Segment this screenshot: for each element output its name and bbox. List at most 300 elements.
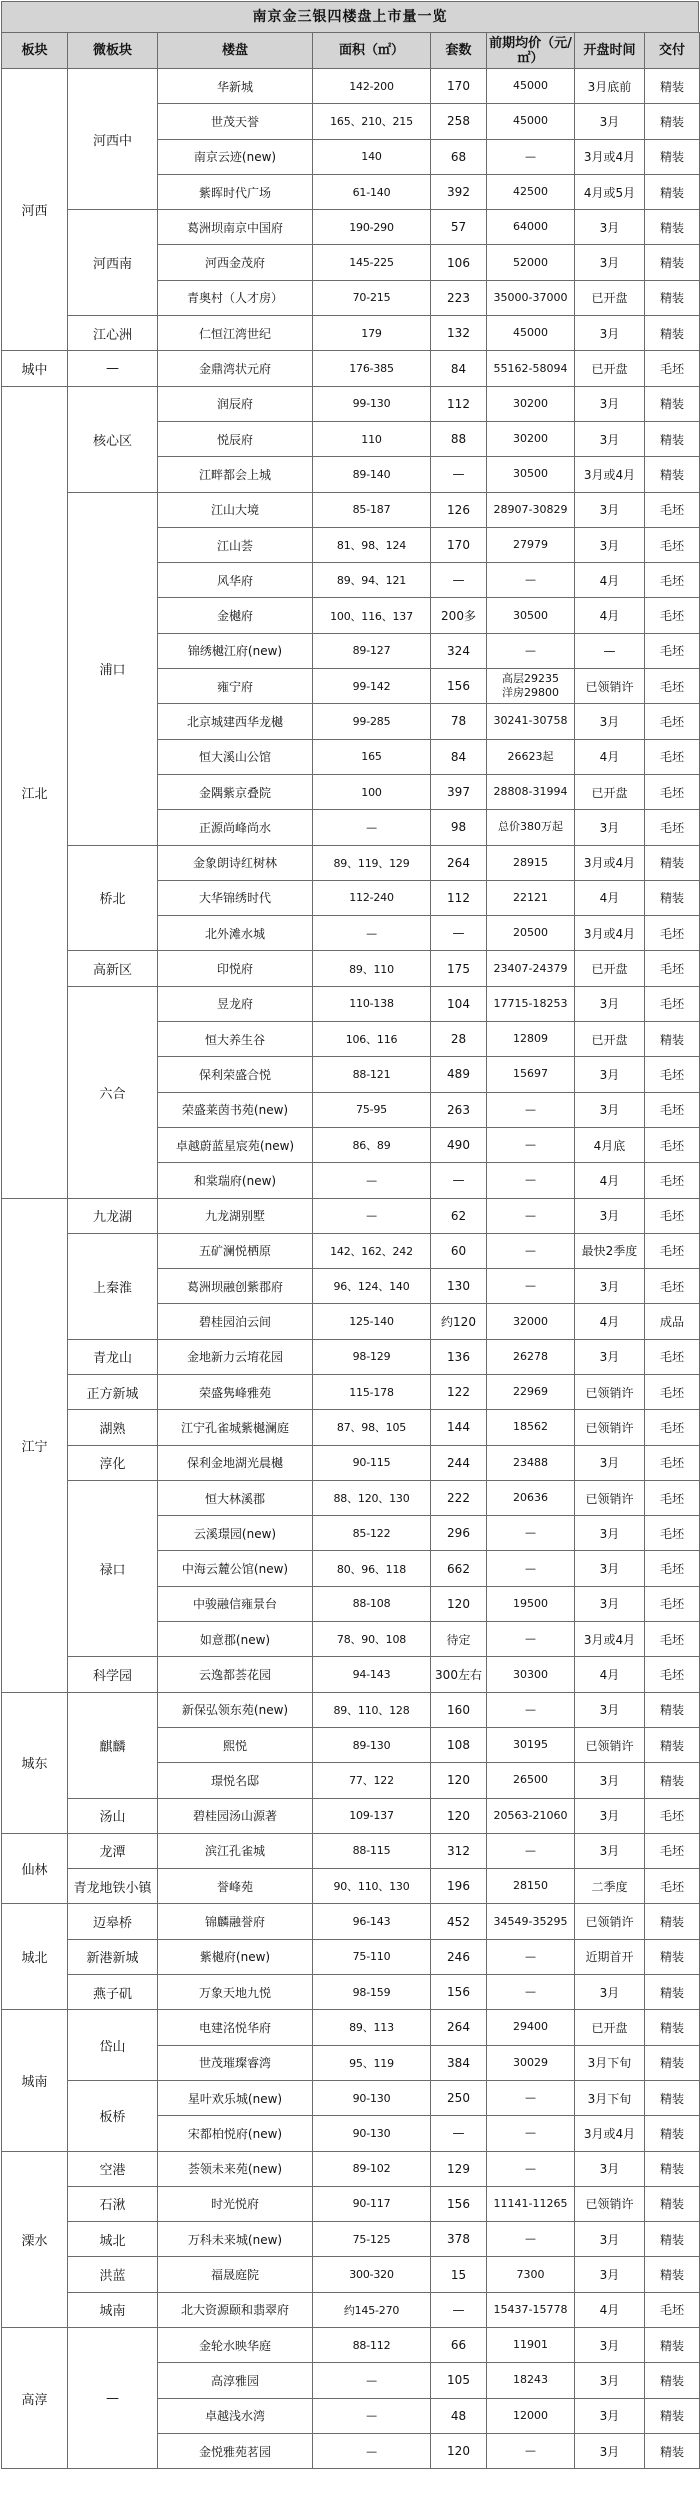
price-cell: 52000 [487,245,575,280]
area-cell: 145-225 [313,245,431,280]
units-cell: — [431,2292,487,2327]
project-name: 滨江孔雀城 [158,1833,313,1868]
area-cell: 61-140 [313,174,431,209]
area-cell: 109-137 [313,1798,431,1833]
table-row [2,1692,700,1727]
price-cell: — [487,563,575,598]
area-cell: 86、89 [313,1127,431,1162]
delivery-cell: 精装 [645,69,700,104]
price-cell: 30300 [487,1657,575,1692]
project-name: 紫晖时代广场 [158,174,313,209]
units-cell: 300左右 [431,1657,487,1692]
delivery-cell: 毛坯 [645,563,700,598]
units-cell: — [431,2116,487,2151]
open-time-cell: 4月或5月 [575,174,645,209]
open-time-cell: 3月 [575,1586,645,1621]
price-cell: 23407-24379 [487,951,575,986]
area-cell: 99-142 [313,669,431,704]
header-row [2,33,700,69]
project-name: 卓越浅水湾 [158,2398,313,2433]
table-row [2,2257,700,2292]
units-cell: 126 [431,492,487,527]
header-delivery: 交付 [645,33,700,69]
area-cell: 75-95 [313,1092,431,1127]
area-cell: 80、96、118 [313,1551,431,1586]
units-cell: 112 [431,386,487,421]
delivery-cell: 毛坯 [645,1657,700,1692]
open-time-cell: 3月 [575,1445,645,1480]
sub-district-cell: 浦口 [68,492,158,845]
project-name: 电建洺悦华府 [158,2010,313,2045]
units-cell: 378 [431,2222,487,2257]
units-cell: 144 [431,1410,487,1445]
sub-district-cell: 麒麟 [68,1692,158,1798]
delivery-cell: 毛坯 [645,2292,700,2327]
delivery-cell: 毛坯 [645,598,700,633]
area-cell: 100 [313,774,431,809]
open-time-cell: 3月 [575,1092,645,1127]
delivery-cell: 毛坯 [645,1833,700,1868]
table-row [2,1939,700,1974]
district-cell: 河西 [2,69,68,351]
delivery-cell: 毛坯 [645,1516,700,1551]
price-cell: — [487,1233,575,1268]
project-name: 碧桂园汤山源著 [158,1798,313,1833]
area-cell: — [313,2363,431,2398]
price-cell: — [487,1622,575,1657]
delivery-cell: 毛坯 [645,1057,700,1092]
table-row [2,2010,700,2045]
sub-district-cell: 洪蓝 [68,2257,158,2292]
table-row [2,2080,700,2115]
units-cell: 120 [431,1798,487,1833]
header-open-time: 开盘时间 [575,33,645,69]
price-cell: — [487,2116,575,2151]
open-time-cell: — [575,633,645,668]
project-name: 风华府 [158,563,313,598]
project-name: 锦绣樾江府(new) [158,633,313,668]
project-name: 福晟庭院 [158,2257,313,2292]
project-name: 荟领未来苑(new) [158,2151,313,2186]
open-time-cell: 4月 [575,2292,645,2327]
sub-district-cell: — [68,2328,158,2469]
units-cell: 312 [431,1833,487,1868]
area-cell: 90-115 [313,1445,431,1480]
delivery-cell: 精装 [645,457,700,492]
area-cell: 89-140 [313,457,431,492]
units-cell: 129 [431,2151,487,2186]
units-cell: 60 [431,1233,487,1268]
project-name: 仁恒江湾世纪 [158,316,313,351]
price-cell: 17715-18253 [487,986,575,1021]
table-row [2,1869,700,1904]
sub-district-cell: 青龙山 [68,1339,158,1374]
district-cell: 城南 [2,2010,68,2151]
delivery-cell: 精装 [645,210,700,245]
price-cell: — [487,1939,575,1974]
open-time-cell: 3月 [575,1198,645,1233]
header-units: 套数 [431,33,487,69]
district-cell: 溧水 [2,2151,68,2327]
units-cell: 200多 [431,598,487,633]
project-name: 江畔都会上城 [158,457,313,492]
project-name: 世茂璀璨睿湾 [158,2045,313,2080]
table-row [2,845,700,880]
open-time-cell: 3月 [575,527,645,562]
open-time-cell: 3月 [575,245,645,280]
price-cell: 23488 [487,1445,575,1480]
delivery-cell: 毛坯 [645,1551,700,1586]
price-cell: 7300 [487,2257,575,2292]
project-name: 北京城建西华龙樾 [158,704,313,739]
price-cell: 22969 [487,1374,575,1409]
project-name: 碧桂园泊云间 [158,1304,313,1339]
price-cell: 20563-21060 [487,1798,575,1833]
table-row [2,1198,700,1233]
open-time-cell: 4月 [575,598,645,633]
sub-district-cell: 青龙地铁小镇 [68,1869,158,1904]
table-row [2,1233,700,1268]
area-cell: 89、113 [313,2010,431,2045]
units-cell: 88 [431,421,487,456]
price-cell: 15697 [487,1057,575,1092]
delivery-cell: 精装 [645,104,700,139]
project-name: 五矿澜悦栖原 [158,1233,313,1268]
price-cell: 12809 [487,1022,575,1057]
project-name: 葛洲坝南京中国府 [158,210,313,245]
price-cell: — [487,1516,575,1551]
project-name: 保利荣盛合悦 [158,1057,313,1092]
price-cell: 30241-30758 [487,704,575,739]
delivery-cell: 精装 [645,880,700,915]
open-time-cell: 3月 [575,1763,645,1798]
price-cell: 64000 [487,210,575,245]
price-cell: 15437-15778 [487,2292,575,2327]
open-time-cell: 3月 [575,1833,645,1868]
project-name: 河西金茂府 [158,245,313,280]
delivery-cell: 精装 [645,1763,700,1798]
project-name: 金地新力云堉花园 [158,1339,313,1374]
project-name: 雍宁府 [158,669,313,704]
open-time-cell: 已开盘 [575,280,645,315]
delivery-cell: 毛坯 [645,1798,700,1833]
project-name: 江山荟 [158,527,313,562]
table-row [2,1798,700,1833]
area-cell: 125-140 [313,1304,431,1339]
area-cell: 89、110、128 [313,1692,431,1727]
delivery-cell: 精装 [645,1904,700,1939]
project-name: 熙悦 [158,1727,313,1762]
project-name: 世茂天誉 [158,104,313,139]
price-cell: 55162-58094 [487,351,575,386]
project-name: 江山大境 [158,492,313,527]
units-cell: 264 [431,845,487,880]
table-row [2,2292,700,2327]
price-cell: 30029 [487,2045,575,2080]
delivery-cell: 毛坯 [645,986,700,1021]
units-cell: 489 [431,1057,487,1092]
area-cell: 90-130 [313,2116,431,2151]
open-time-cell: 3月 [575,2151,645,2186]
area-cell: 99-285 [313,704,431,739]
project-name: 中海云麓公馆(new) [158,1551,313,1586]
open-time-cell: 已领销许 [575,1374,645,1409]
area-cell: 190-290 [313,210,431,245]
open-time-cell: 3月 [575,492,645,527]
area-cell: 89、119、129 [313,845,431,880]
project-name: 中骏融信雍景台 [158,1586,313,1621]
price-cell: 45000 [487,104,575,139]
header-sub-district: 微板块 [68,33,158,69]
area-cell: 176-385 [313,351,431,386]
delivery-cell: 毛坯 [645,1127,700,1162]
area-cell: 89-102 [313,2151,431,2186]
open-time-cell: 已领销许 [575,1727,645,1762]
open-time-cell: 3月 [575,1798,645,1833]
units-cell: — [431,457,487,492]
area-cell: 81、98、124 [313,527,431,562]
sub-district-cell: 河西中 [68,69,158,210]
project-name: 葛洲坝融创紫郡府 [158,1269,313,1304]
open-time-cell: 3月或4月 [575,457,645,492]
open-time-cell: 3月 [575,421,645,456]
open-time-cell: 3月 [575,2222,645,2257]
price-cell: 高层29235 洋房29800 [487,669,575,704]
project-name: 大华锦绣时代 [158,880,313,915]
table-row [2,2222,700,2257]
open-time-cell: 已开盘 [575,774,645,809]
area-cell: — [313,1198,431,1233]
sub-district-cell: 上秦淮 [68,1233,158,1339]
units-cell: 待定 [431,1622,487,1657]
sub-district-cell: 石湫 [68,2186,158,2221]
price-cell: 30500 [487,598,575,633]
delivery-cell: 毛坯 [645,1339,700,1374]
table-row [2,1480,700,1515]
delivery-cell: 精装 [645,2433,700,2468]
project-name: 华新城 [158,69,313,104]
area-cell: 89-130 [313,1727,431,1762]
open-time-cell: 3月或4月 [575,1622,645,1657]
area-cell: — [313,1163,431,1198]
area-cell: 106、116 [313,1022,431,1057]
price-cell: — [487,1833,575,1868]
area-cell: 89、94、121 [313,563,431,598]
units-cell: 392 [431,174,487,209]
area-cell: 85-122 [313,1516,431,1551]
price-cell: 总价380万起 [487,810,575,845]
area-cell: 75-125 [313,2222,431,2257]
units-cell: 106 [431,245,487,280]
area-cell: 88、120、130 [313,1480,431,1515]
sub-district-cell: — [68,351,158,386]
delivery-cell: 毛坯 [645,633,700,668]
project-name: 时光悦府 [158,2186,313,2221]
units-cell: 170 [431,527,487,562]
project-name: 紫樾府(new) [158,1939,313,1974]
open-time-cell: 已开盘 [575,951,645,986]
open-time-cell: 3月 [575,810,645,845]
open-time-cell: 3月 [575,386,645,421]
table-row [2,69,700,104]
open-time-cell: 3月 [575,210,645,245]
delivery-cell: 毛坯 [645,1480,700,1515]
open-time-cell: 3月 [575,2398,645,2433]
delivery-cell: 精装 [645,2222,700,2257]
units-cell: 57 [431,210,487,245]
area-cell: 70-215 [313,280,431,315]
delivery-cell: 毛坯 [645,1445,700,1480]
sub-district-cell: 高新区 [68,951,158,986]
sub-district-cell: 空港 [68,2151,158,2186]
open-time-cell: 3月 [575,1975,645,2010]
open-time-cell: 3月 [575,2257,645,2292]
project-name: 九龙湖别墅 [158,1198,313,1233]
delivery-cell: 精装 [645,1727,700,1762]
delivery-cell: 精装 [645,1939,700,1974]
delivery-cell: 精装 [645,2045,700,2080]
units-cell: 78 [431,704,487,739]
price-cell: 26623起 [487,739,575,774]
district-cell: 仙林 [2,1833,68,1904]
delivery-cell: 精装 [645,1692,700,1727]
units-cell: 120 [431,1586,487,1621]
sub-district-cell: 禄口 [68,1480,158,1656]
price-cell: — [487,633,575,668]
area-cell: 165 [313,739,431,774]
project-name: 新保弘领东苑(new) [158,1692,313,1727]
district-cell: 城中 [2,351,68,386]
price-cell: 30500 [487,457,575,492]
open-time-cell: 3月或4月 [575,916,645,951]
sub-district-cell: 龙潭 [68,1833,158,1868]
district-cell: 城东 [2,1692,68,1833]
project-name: 南京云迹(new) [158,139,313,174]
sub-district-cell: 九龙湖 [68,1198,158,1233]
area-cell: 87、98、105 [313,1410,431,1445]
units-cell: 296 [431,1516,487,1551]
open-time-cell: 3月或4月 [575,845,645,880]
delivery-cell: 精装 [645,2328,700,2363]
units-cell: 120 [431,2433,487,2468]
open-time-cell: 已领销许 [575,1410,645,1445]
delivery-cell: 精装 [645,845,700,880]
area-cell: 115-178 [313,1374,431,1409]
table-row [2,316,700,351]
project-name: 如意郡(new) [158,1622,313,1657]
area-cell: 94-143 [313,1657,431,1692]
price-cell: 26500 [487,1763,575,1798]
delivery-cell: 毛坯 [645,739,700,774]
delivery-cell: 成品 [645,1304,700,1339]
price-cell: — [487,1198,575,1233]
area-cell: 78、90、108 [313,1622,431,1657]
table-row [2,1410,700,1445]
units-cell: 384 [431,2045,487,2080]
units-cell: 48 [431,2398,487,2433]
sub-district-cell: 板桥 [68,2080,158,2151]
units-cell: 130 [431,1269,487,1304]
price-cell: 45000 [487,316,575,351]
open-time-cell: 3月 [575,1516,645,1551]
units-cell: 246 [431,1939,487,1974]
open-time-cell: 3月底前 [575,69,645,104]
units-cell: 160 [431,1692,487,1727]
project-name: 金鼎湾状元府 [158,351,313,386]
district-cell: 江北 [2,386,68,1198]
project-name: 保利金地湖光晨樾 [158,1445,313,1480]
price-cell: — [487,2080,575,2115]
area-cell: 110 [313,421,431,456]
listing-sheet [1,1,699,2469]
area-cell: 110-138 [313,986,431,1021]
price-cell: — [487,1975,575,2010]
district-cell: 高淳 [2,2328,68,2469]
delivery-cell: 精装 [645,2398,700,2433]
delivery-cell: 精装 [645,2186,700,2221]
delivery-cell: 精装 [645,2080,700,2115]
delivery-cell: 精装 [645,1975,700,2010]
area-cell: 88-121 [313,1057,431,1092]
price-cell: 42500 [487,174,575,209]
delivery-cell: 精装 [645,2116,700,2151]
open-time-cell: 3月或4月 [575,139,645,174]
open-time-cell: 3月 [575,2433,645,2468]
area-cell: 77、122 [313,1763,431,1798]
units-cell: 156 [431,1975,487,2010]
area-cell: 96、124、140 [313,1269,431,1304]
delivery-cell: 精装 [645,2010,700,2045]
sub-district-cell: 河西南 [68,210,158,316]
units-cell: 156 [431,669,487,704]
units-cell: 175 [431,951,487,986]
area-cell: 88-115 [313,1833,431,1868]
delivery-cell: 精装 [645,245,700,280]
units-cell: 397 [431,774,487,809]
project-name: 万象天地九悦 [158,1975,313,2010]
delivery-cell: 毛坯 [645,1374,700,1409]
delivery-cell: 精装 [645,2257,700,2292]
price-cell: 29400 [487,2010,575,2045]
open-time-cell: 已开盘 [575,1022,645,1057]
area-cell: 96-143 [313,1904,431,1939]
sub-district-cell: 城南 [68,2292,158,2327]
price-cell: — [487,1127,575,1162]
open-time-cell: 已领销许 [575,2186,645,2221]
open-time-cell: 4月 [575,1163,645,1198]
header-project: 楼盘 [158,33,313,69]
units-cell: 28 [431,1022,487,1057]
open-time-cell: 已开盘 [575,351,645,386]
units-cell: 196 [431,1869,487,1904]
units-cell: 452 [431,1904,487,1939]
delivery-cell: 毛坯 [645,951,700,986]
open-time-cell: 已领销许 [575,669,645,704]
delivery-cell: 毛坯 [645,492,700,527]
project-name: 和棠瑞府(new) [158,1163,313,1198]
project-name: 金隅紫京叠院 [158,774,313,809]
open-time-cell: 4月 [575,880,645,915]
open-time-cell: 4月 [575,1304,645,1339]
open-time-cell: 3月 [575,2328,645,2363]
area-cell: 89、110 [313,951,431,986]
table-row [2,386,700,421]
open-time-cell: 3月 [575,1692,645,1727]
open-time-cell: 已开盘 [575,2010,645,2045]
open-time-cell: 4月 [575,1657,645,1692]
delivery-cell: 精装 [645,421,700,456]
sub-district-cell: 汤山 [68,1798,158,1833]
